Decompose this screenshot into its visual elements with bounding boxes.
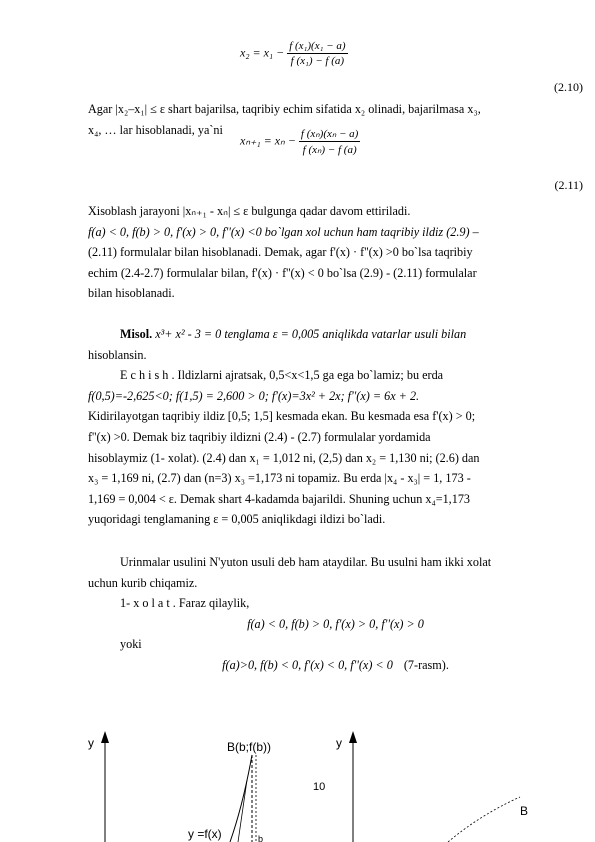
newton-case-ref: (7-rasm). xyxy=(403,657,449,672)
example-line-5: Kidirilayotgan taqribiy ildiz [0,5; 1,5] kesmada ekan. Bu kesmada esa f'(x) > 0; xyxy=(88,409,476,424)
formula-2-10-fraction xyxy=(287,40,347,67)
formula-2-10-denominator: f (x₁) − f (a) xyxy=(290,55,345,67)
newton-section xyxy=(88,552,583,676)
newton-case-formula: f(a) < 0, f(b) > 0, f'(x) > 0, f''(x) > 0 xyxy=(247,616,424,631)
example-line-4: f(0,5)=-2,625<0; f(1,5) = 2,600 > 0; f'(x)=3x² + 2x; f''(x) = 6x + 2. xyxy=(88,388,420,403)
example-line-6: f''(x) >0. Demak biz taqribiy ildizni (2.4) - (2.7) formulalar yordamida xyxy=(88,429,431,444)
paragraph-iteration xyxy=(88,201,583,304)
example-line-10: yuqoridagi tenglamaning ε = 0,005 aniqlikdagi ildizi bo`ladi. xyxy=(88,512,386,527)
formula-2-11-lhs: xₙ₊₁ = xₙ − xyxy=(240,133,296,148)
newton-case-formula-2-line xyxy=(88,655,583,676)
newton-or-label: yoki xyxy=(120,637,142,652)
formula-2-11 xyxy=(240,127,360,156)
formula-2-10-numerator: f (x₁)(x₁ − a) xyxy=(289,40,346,52)
right-point-b-label: B xyxy=(520,804,529,818)
paragraph-condition-line-1: Agar |x₂–x₁| ≤ ε shart bajarilsa, taqribiy echim sifatida x₂ olinadi, bajarilmasa x₃, xyxy=(88,102,481,116)
newton-case-label: 1- x o l a t . Faraz qilaylik, xyxy=(120,596,250,611)
example-label: Misol. xyxy=(120,327,153,341)
curve-f-of-x xyxy=(230,755,252,842)
left-y-axis-arrow-icon xyxy=(101,731,109,743)
formula-2-11-numerator: f (xₙ)(xₙ − a) xyxy=(300,128,359,140)
newton-line-1: Urinmalar usulini N'yuton usuli deb ham ataydilar. Bu usulni ham ikki xolat xyxy=(120,555,492,569)
formula-2-11-fraction xyxy=(299,127,360,156)
paragraph-iteration-line-4: echim (2.4-2.7) formulalar bilan, f'(x) · f''(x) < 0 bo`lsa (2.9) - (2.11) formulalar xyxy=(88,265,477,280)
formula-2-10 xyxy=(240,40,348,67)
example-line-8: x₃ = 1,169 ni, (2.7) dan (n=3) x₃ =1,173 ni topamiz. Bu erda |x₄ - x₃| = 1, 173 - xyxy=(88,471,471,486)
page-number: 10 xyxy=(313,781,326,793)
figure-7 xyxy=(0,725,595,842)
point-b-label: B(b;f(b)) xyxy=(227,740,272,754)
equation-number-2-10: (2.10) xyxy=(554,80,583,94)
example-equation-text: x³+ x² - 3 = 0 tenglama ε = 0,005 aniqlikda vatarlar usuli bilan xyxy=(152,327,467,341)
paragraph-iteration-line-5: bilan hisoblanadi. xyxy=(88,286,175,301)
right-curve xyxy=(448,797,520,842)
formula-2-10-lhs: x₂ = x₁ − xyxy=(240,45,285,60)
axis-tick-b: b xyxy=(258,834,264,842)
equation-number-2-11: (2.11) xyxy=(554,178,583,192)
example-solution-heading: E c h i s h . Ildizlarni ajratsak, 0,5<x<1,5 ga ega bo`lamiz; bu erda xyxy=(120,368,444,383)
paragraph-iteration-line-3: (2.11) formulalar bilan hisoblanadi. Demak, agar f'(x) · f''(x) >0 bo`lsa taqribiy xyxy=(88,245,473,260)
example-block xyxy=(88,324,583,530)
paragraph-iteration-line-1: Xisoblash jarayoni |xₙ₊₁ - xₙ| ≤ ε bulgunga qadar davom ettiriladi. xyxy=(88,204,411,218)
example-line-2: hisoblansin. xyxy=(88,347,147,362)
example-line-7: hisoblaymiz (1- xolat). (2.4) dan x₁ = 1,012 ni, (2,5) dan x₂ = 1,130 ni; (2.6) dan xyxy=(88,450,480,465)
newton-line-2: uchun kurib chiqamiz. xyxy=(88,575,198,590)
paragraph-condition-line-2: x₄, … lar hisoblanadi, ya`ni xyxy=(88,122,223,137)
example-line-1 xyxy=(88,324,583,345)
right-y-axis-arrow-icon xyxy=(349,731,357,743)
example-line-9: 1,169 = 0,004 < ε. Demak shart 4-kadamda bajarildi. Shuning uchun x₄=1,173 xyxy=(88,491,471,506)
curve-label: y =f(x) xyxy=(188,827,222,841)
newton-case-formula-2: f(a)>0, f(b) < 0, f'(x) < 0, f''(x) < 0 xyxy=(222,657,393,672)
paragraph-iteration-line-2: f(a) < 0, f(b) > 0, f'(x) > 0, f''(x) <0 bo`lgan xol uchun ham taqribiy ildiz (2.9) – xyxy=(88,224,479,239)
formula-2-11-denominator: f (xₙ) − f (a) xyxy=(302,144,357,156)
right-y-label: y xyxy=(336,736,342,750)
left-y-label: y xyxy=(88,736,94,750)
